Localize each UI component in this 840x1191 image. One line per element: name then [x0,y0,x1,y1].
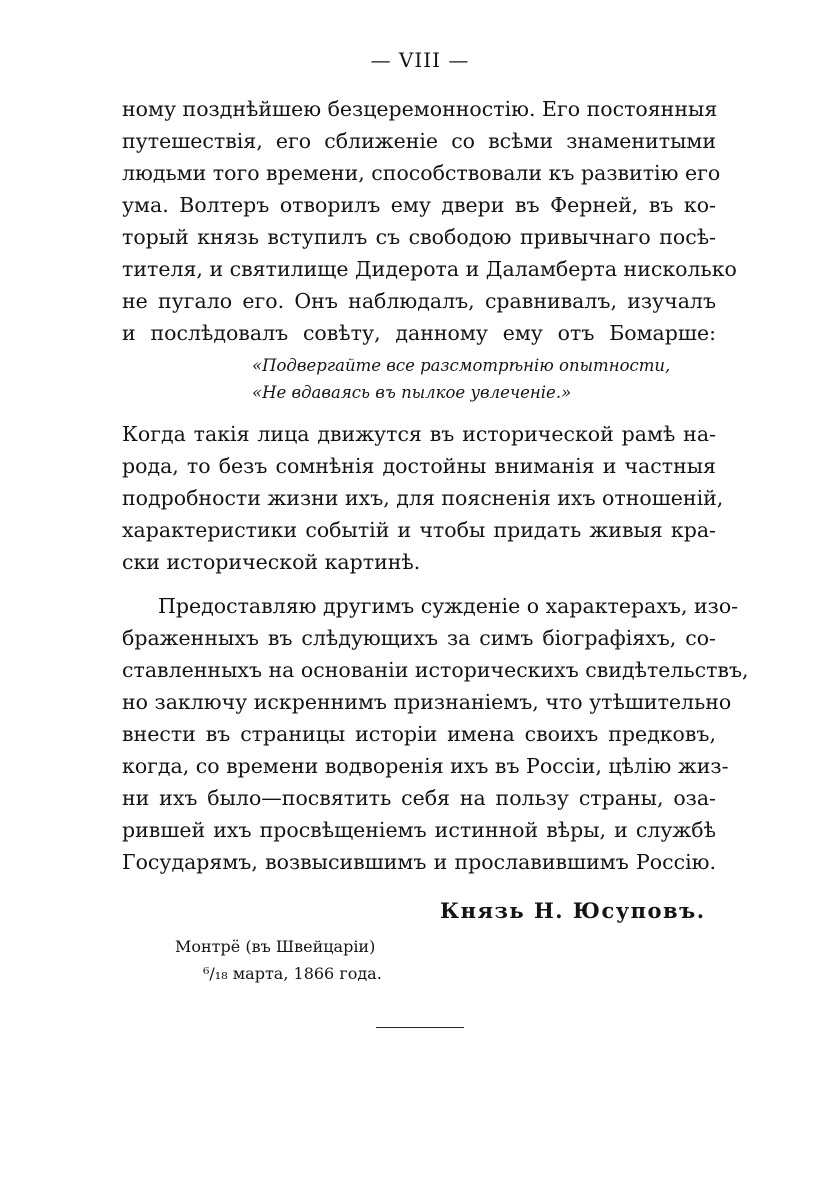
paragraph-1 [122,93,737,349]
text-line: внести въ страницы исторіи имена своихъ предковъ, [122,722,716,746]
quote-line: «Не вдаваясь въ пылкое увлеченіе.» [252,383,572,402]
text-line: ставленныхъ на основаніи историческихъ свидѣтельствъ, [122,658,749,682]
text-line: Когда такія лица движутся въ исторической рамѣ на- [122,422,716,446]
place-line: Монтрё (въ Швейцаріи) [175,937,376,956]
author-signature: Князь Н. Юсуповъ. [440,898,706,923]
quote-line: «Подвергайте все разсмотрѣнію опытности, [252,356,671,375]
text-line: торый князь вступилъ съ свободою привычнаго посѣ- [122,225,716,249]
text-line: и послѣдовалъ совѣту, данному ему отъ Бомарше: [122,321,716,345]
text-line: рившей ихъ просвѣщеніемъ истинной вѣры, и службѣ [122,818,716,842]
text-line: путешествія, его сближеніе со всѣми знаменитыми [122,129,716,153]
text-line: ума. Волтеръ отворилъ ему двери въ Ферней, въ ко- [122,193,716,217]
text-line: когда, со времени водворенія ихъ въ Россіи, цѣлію жиз- [122,754,729,778]
text-line: ски исторической картинѣ. [122,550,421,574]
text-line: ни ихъ было—посвятить себя на пользу страны, оза- [122,786,716,810]
text-line: не пугало его. Онъ наблюдалъ, сравнивалъ, изучалъ [122,289,716,313]
text-line: браженныхъ въ слѣдующихъ за симъ біографіяхъ, со- [122,626,716,650]
text-line: Предоставляю другимъ сужденіе о характерахъ, изо- [158,594,739,618]
page-number: — VIII — [370,48,470,72]
text-line: рода, то безъ сомнѣнія достойны вниманія и частныя [122,454,716,478]
text-line: подробности жизни ихъ, для поясненія ихъ отношеній, [122,486,724,510]
text-line: характеристики событій и чтобы придать живыя кра- [122,518,716,542]
paragraph-2 [122,418,724,578]
paragraph-3 [122,590,749,878]
closing-rule [376,1027,464,1028]
text-line: тителя, и святилище Дидерота и Даламберта нисколько [122,257,737,281]
quotation [252,352,670,406]
text-line: Государямъ, возвысившимъ и прославившимъ Россію. [122,850,716,874]
date-line: ⁶/₁₈ марта, 1866 года. [203,964,382,983]
text-line: людьми того времени, способствовали къ развитію его [122,161,721,185]
text-line: ному позднѣйшею безцеремонностію. Его постоянныя [122,97,718,121]
text-line: но заключу искреннимъ признаніемъ, что утѣшительно [122,690,732,714]
